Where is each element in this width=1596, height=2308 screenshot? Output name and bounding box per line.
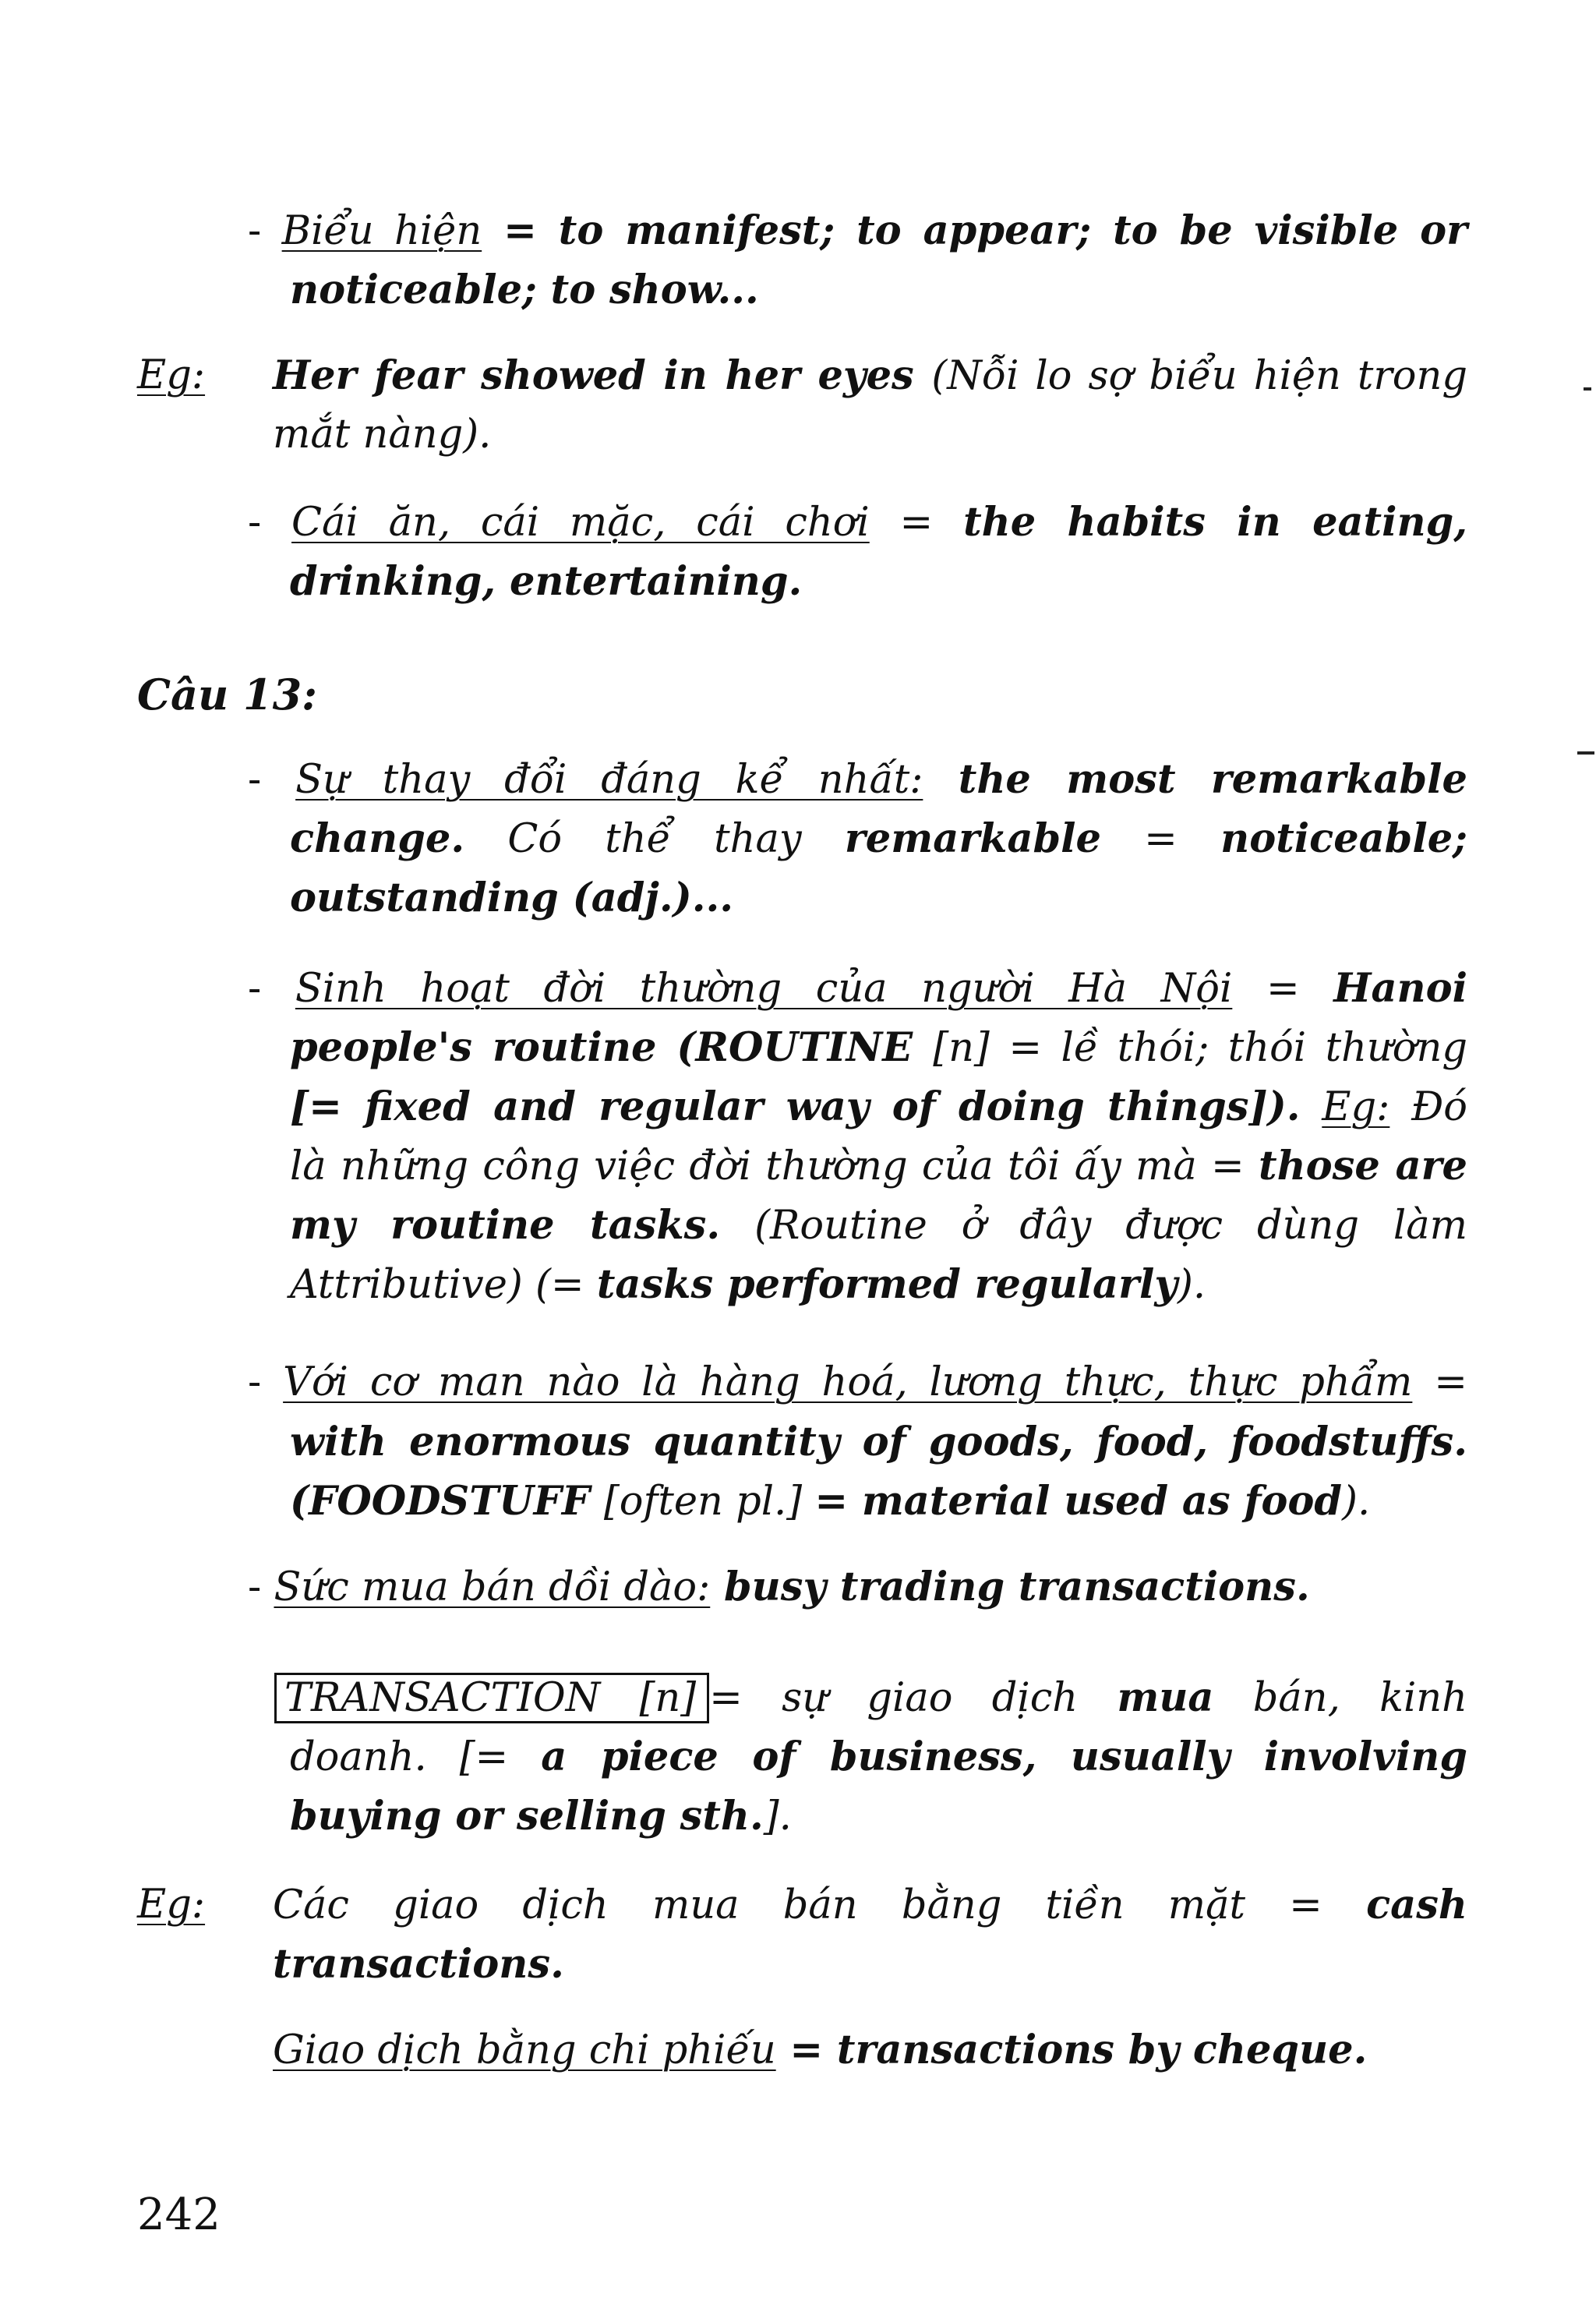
vietnamese-term: Sự thay đổi đáng kể nhất: [295,757,923,803]
entry-line: doanh. [= a piece of business, usually involving [290,1734,1467,1780]
example-sentence: Giao dịch bằng chi phiếu = transactions by cheque. [273,2027,1368,2073]
example-sentence: Các giao dịch mua bán bằng tiền mặt = cash [273,1882,1467,1928]
entry-line: Attributive) (= tasks performed regularly). [290,1261,1206,1308]
entry-voi-co-man: - Với cơ man nào là hàng hoá, lương thực, thực phẩm = [248,1359,1467,1405]
vietnamese-term: Sinh hoạt đời thường của người Hà Nội [295,966,1233,1012]
entry-line: buying or selling sth.]. [290,1793,792,1840]
vietnamese-term: Biểu hiện [281,208,482,254]
vietnamese-term: Với cơ man nào là hàng hoá, lương thực, thực phẩm [283,1359,1413,1405]
entry-line: people's routine (ROUTINE [n] = lề thói; thói thường [290,1024,1467,1071]
entry-suc-mua-ban: - Sức mua bán dồi dào: busy trading transactions. [248,1564,1310,1610]
page-number: 242 [137,2190,221,2240]
example-label: Eg: [137,352,206,398]
vietnamese-term: Cái ăn, cái mặc, cái chơi [291,500,870,546]
entry-cai-an: - Cái ăn, cái mặc, cái chơi = the habits in eating, [248,499,1467,546]
entry-line: with enormous quantity of goods, food, foodstuffs. [290,1419,1467,1465]
entry-transaction: TRANSACTION [n] = sự giao dịch mua bán, kinh [274,1674,1467,1722]
entry-line: [= fixed and regular way of doing things]). Eg: Đó [290,1083,1467,1130]
entry-bieu-hien: - Biểu hiện = to manifest; to appear; to be visible or [248,207,1467,254]
entry-su-thay-doi: - Sự thay đổi đáng kể nhất: the most remarkable [248,756,1467,803]
entry-line: outstanding (adj.)... [290,875,734,921]
scan-mark [1577,751,1594,755]
entry-line: drinking, entertaining. [290,558,803,605]
example-label: Eg: [137,1882,206,1928]
entry-line: noticeable; to show... [290,267,759,313]
section-heading: Câu 13: [137,670,318,719]
scan-mark [1584,387,1591,391]
boxed-headword: TRANSACTION [n] [274,1673,709,1723]
example-sentence: Her fear showed in her eyes (Nỗi lo sợ biểu hiện trong [273,352,1468,399]
vietnamese-term: Sức mua bán dồi dào: [274,1564,711,1610]
example-sentence-cont: mắt nàng). [273,412,492,458]
entry-line: (FOODSTUFF [often pl.] = material used as food). [290,1478,1371,1525]
entry-line: change. Có thể thay remarkable = noticeable; [290,815,1467,862]
example-sentence-cont: transactions. [273,1941,564,1988]
vietnamese-term: Giao dịch bằng chi phiếu [273,2027,776,2073]
entry-sinh-hoat: - Sinh hoạt đời thường của người Hà Nội = Hanoi [248,965,1467,1012]
entry-line: là những công việc đời thường của tôi ấy mà = those are [290,1143,1467,1189]
entry-line: my routine tasks. (Routine ở đây được dùng làm [290,1202,1467,1249]
